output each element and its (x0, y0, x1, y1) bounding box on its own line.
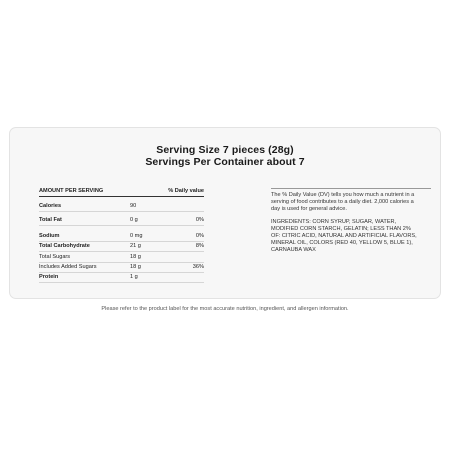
daily-value-header: % Daily value (168, 188, 204, 194)
nutrition-table-header (39, 188, 204, 197)
nutrient-name: Includes Added Sugars (39, 264, 97, 270)
nutrient-amount: 18 g (130, 254, 141, 260)
disclaimer-text: Please refer to the product label for the most accurate nutrition, ingredient, and allergen information. (101, 306, 349, 312)
nutrient-dv: 8% (195, 243, 204, 249)
nutrient-name: Total Fat (39, 217, 62, 223)
nutrient-amount: 21 g (130, 243, 141, 249)
table-row-protein (39, 272, 204, 283)
nutrient-dv: 36% (192, 264, 204, 270)
nutrient-name: Calories (39, 203, 62, 209)
nutrient-amount: 18 g (130, 264, 141, 270)
nutrient-name: Sodium (39, 233, 60, 239)
notes-divider (271, 188, 431, 189)
ingredients-text: INGREDIENTS: CORN SYRUP, SUGAR, WATER, MODIFIED CORN STARCH, GELATIN; LESS THAN 2% OF: CITRIC ACID, NATURAL AND ARTIFICIAL FLAVORS, MINERAL OIL, COLORS (RED 40, YELLOW 5, BLUE 1), CARNAUBA WAX (271, 219, 417, 253)
nutrient-name: Total Carbohydrate (39, 243, 90, 249)
servings-per-container-heading: Servings Per Container about 7 (145, 156, 305, 168)
serving-size-heading: Serving Size 7 pieces (28g) (156, 144, 294, 156)
nutrient-name: Total Sugars (39, 254, 71, 260)
daily-value-note: The % Daily Value (DV) tells you how much a nutrient in a serving of food contributes to a daily diet. 2,000 calories a day is used for general advice. (271, 192, 415, 212)
amount-per-serving-header: AMOUNT PER SERVING (39, 188, 104, 194)
nutrient-amount: 0 mg (130, 233, 143, 239)
nutrient-name: Protein (39, 274, 59, 280)
table-row-total-fat (39, 215, 204, 226)
table-row-calories (39, 201, 204, 212)
table-row-total-carbohydrate (39, 241, 204, 252)
nutrient-amount: 0 g (130, 217, 138, 223)
nutrient-amount: 90 (130, 203, 137, 209)
nutrition-panel (9, 127, 441, 299)
nutrient-dv: 0% (195, 217, 204, 223)
nutrient-dv: 0% (195, 233, 204, 239)
nutrient-amount: 1 g (130, 274, 138, 280)
